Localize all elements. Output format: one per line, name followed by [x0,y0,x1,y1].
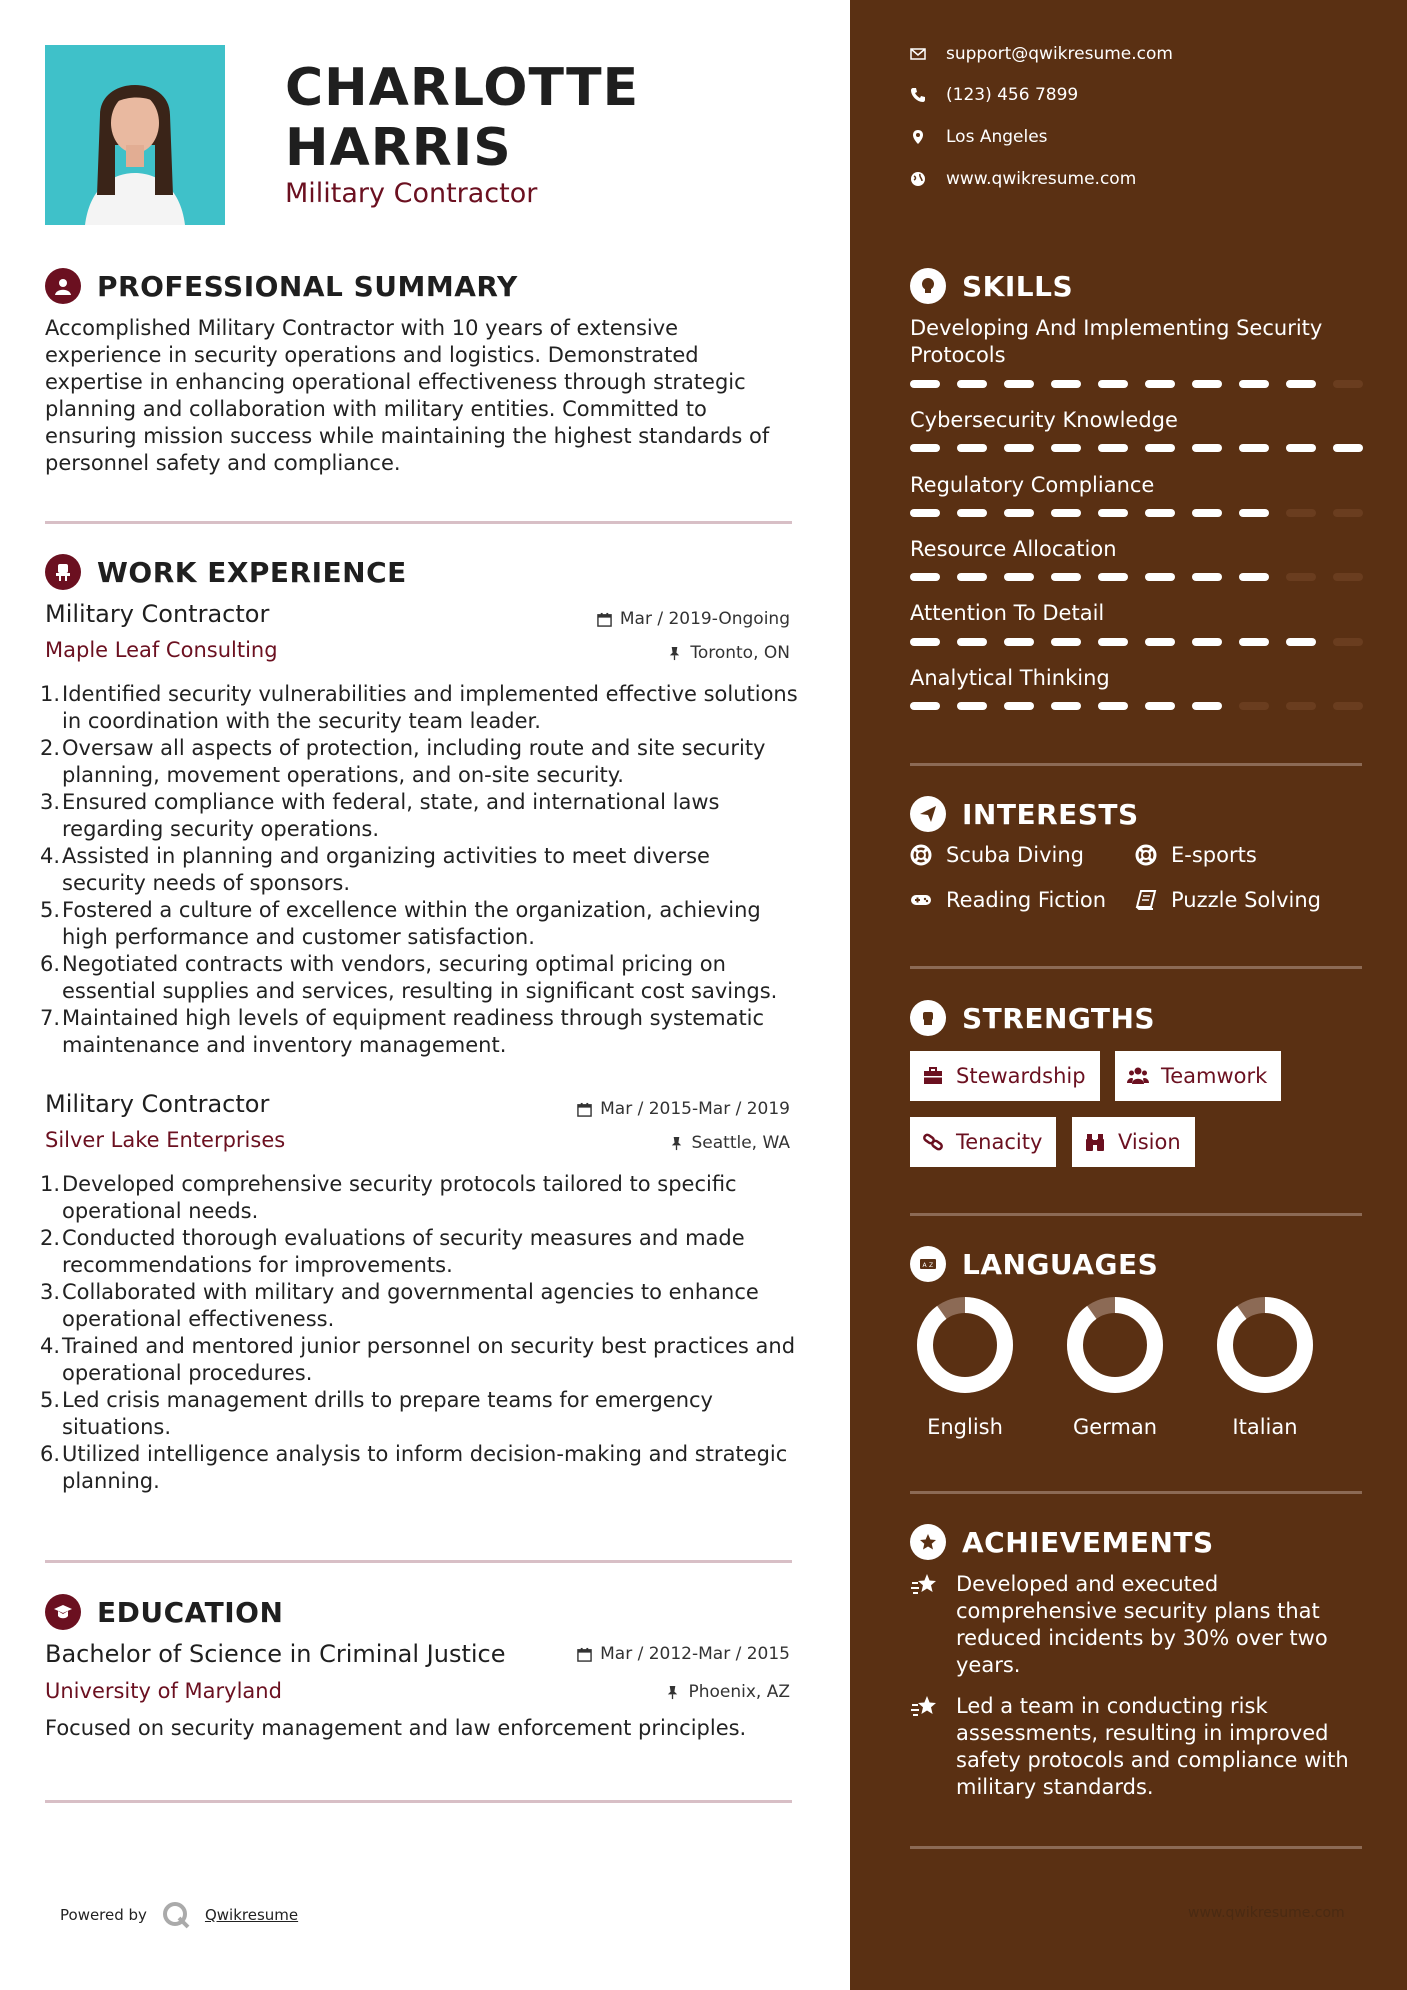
skill-dash [1239,444,1269,452]
skill-dash [1004,509,1034,517]
skill-dash [1098,702,1128,710]
job-company: Maple Leaf Consulting [45,638,278,662]
school-name: University of Maryland [45,1679,282,1703]
language-item [1060,1295,1170,1439]
link-icon [922,1131,944,1153]
binoculars-icon [1084,1131,1106,1153]
interest-item: Puzzle Solving [1135,888,1321,912]
divider [910,1846,1362,1849]
list-item: 3. Ensured compliance with federal, state, and international laws regarding security operations. [40,790,720,841]
job-date-text: Mar / 2019-Ongoing [619,609,790,629]
powered-by [60,1900,298,1930]
skill-dash [1239,573,1269,581]
degree-title: Bachelor of Science in Criminal Justice [45,1640,506,1668]
skill-dash [957,573,987,581]
skill-dash [957,444,987,452]
contact-phone[interactable] [910,85,1078,105]
strengths-heading [910,1000,1155,1036]
list-item: 1. Developed comprehensive security protocols tailored to specific operational needs. [40,1172,737,1223]
skill-name: Developing And Implementing Security Protocols [910,316,1323,367]
job-location [667,643,790,663]
language-ring [1215,1295,1315,1395]
job-date [597,609,790,629]
skill-dash [1098,509,1128,517]
skill-rating [910,573,1380,581]
work-heading [45,554,407,590]
skill-name: Cybersecurity Knowledge [910,408,1178,432]
skill-dash [1098,573,1128,581]
chair-icon [45,554,81,590]
summary-text: Accomplished Military Contractor with 10 years of extensive experience in security operations and logistics. Demonstrated expertise in enhancing operational effectiveness through strategic planning and collaboration with military entities. Committed to ensuring mission success while maintaining the highest standards of personnel safety and compliance. [45,316,770,475]
list-item: 2. Oversaw all aspects of protection, including route and site security planning, movement operations, and on-site security. [40,736,766,787]
name-line-1: CHARLOTTE [285,58,640,118]
skill-dash [957,380,987,388]
list-item: 6. Negotiated contracts with vendors, securing optimal pricing on essential supplies and services, resulting in significant cost savings. [40,952,778,1003]
education-title: EDUCATION [97,1595,284,1629]
job-location-text: Toronto, ON [690,643,790,663]
skill-dash [1004,444,1034,452]
skill-dash [910,509,940,517]
skill-rating [910,702,1380,710]
skill-dash [1333,702,1363,710]
divider [910,966,1362,969]
lifebuoy-icon [1135,844,1157,866]
skill-dash [1051,444,1081,452]
skill-dash [957,509,987,517]
book-icon [1135,889,1157,911]
skill-dash [1239,380,1269,388]
list-item: 5. Led crisis management drills to prepare teams for emergency situations. [40,1388,713,1439]
skill-dash [1145,638,1175,646]
skill-name: Resource Allocation [910,537,1117,561]
skill-dash [1286,702,1316,710]
list-item: 4. Assisted in planning and organizing activities to meet diverse security needs of sponsors. [40,844,710,895]
location-text: Los Angeles [946,127,1048,147]
skill-dash [910,573,940,581]
education-heading [45,1594,283,1630]
job-title: Military Contractor [45,600,270,628]
divider [910,1491,1362,1494]
list-item: 7. Maintained high levels of equipment readiness through systematic maintenance and inventory management. [40,1006,765,1057]
star-badge-icon [910,1524,946,1560]
language-icon [910,1246,946,1282]
paper-plane-icon [910,796,946,832]
contact-website[interactable] [910,169,1136,189]
star-icon [910,1571,940,1601]
summary-title: PROFESSIONAL SUMMARY [97,269,518,303]
skill-dash [1192,702,1222,710]
briefcase-icon [922,1065,944,1087]
contact-location [910,127,1048,147]
skill-dash [1051,380,1081,388]
skills-heading [910,268,1073,304]
achievement-item: Developed and executed comprehensive security plans that reduced incidents by 30% over two years. [910,1571,1370,1679]
map-pin-icon [910,129,926,145]
skill-dash [1145,702,1175,710]
user-icon [45,268,81,304]
skill-dash [957,702,987,710]
skill-dash [1239,702,1269,710]
languages-heading [910,1246,1158,1282]
job-title: Military Contractor [45,1090,270,1118]
education-location-text: Phoenix, AZ [688,1682,790,1702]
contact-email[interactable] [910,44,1173,64]
skill-dash [1192,444,1222,452]
language-item [1210,1295,1320,1439]
skill-dash [1239,509,1269,517]
interests-title: INTERESTS [962,797,1139,831]
skill-dash [910,702,940,710]
interests-heading [910,796,1139,832]
language-name: German [1072,1415,1158,1439]
calendar-icon [577,1102,592,1117]
users-icon [1127,1065,1149,1087]
skill-dash [1192,380,1222,388]
skills-title: SKILLS [962,269,1074,303]
globe-icon [910,171,926,187]
skill-name: Analytical Thinking [910,666,1110,690]
skill-dash [1333,509,1363,517]
gamepad-icon [910,889,932,911]
strengths-title: STRENGTHS [962,1001,1156,1035]
candidate-name [285,58,639,178]
education-date [577,1644,790,1664]
phone-icon [910,87,926,103]
skill-rating [910,380,1380,388]
svg-text:A: A [922,1262,927,1269]
phone-text: (123) 456 7899 [946,85,1079,105]
skill-dash [1145,380,1175,388]
list-item: 1. Identified security vulnerabilities and implemented effective solutions in coordination with the security team leader. [40,682,798,733]
skill-dash [1286,638,1316,646]
skill-dash [1333,638,1363,646]
name-line-2: HARRIS [285,118,512,178]
language-ring [1065,1295,1165,1395]
email-text: support@qwikresume.com [946,44,1173,64]
skill-dash [1286,573,1316,581]
skill-dash [1286,444,1316,452]
graduation-cap-icon [45,1594,81,1630]
pin-icon [667,646,682,661]
website-text: www.qwikresume.com [946,169,1137,189]
list-item: 5. Fostered a culture of excellence within the organization, achieving high performance and customer satisfaction. [40,898,761,949]
strength-badge: Vision [1072,1117,1195,1167]
skill-dash [1333,573,1363,581]
calendar-icon [597,612,612,627]
language-name: English [927,1415,1003,1439]
skill-dash [1145,573,1175,581]
sidebar [850,0,1407,1990]
divider [910,763,1362,766]
skill-dash [1239,638,1269,646]
job-duties-list [40,1171,800,1495]
skill-dash [1051,702,1081,710]
skill-dash [1286,509,1316,517]
achievements-title: ACHIEVEMENTS [962,1525,1214,1559]
divider [45,1800,792,1803]
divider [910,1213,1362,1216]
strength-badge: Tenacity [910,1117,1056,1167]
skill-dash [1333,380,1363,388]
language-ring [915,1295,1015,1395]
svg-text:Z: Z [929,1262,934,1269]
job-date [577,1099,790,1119]
education-description: Focused on security management and law enforcement principles. [45,1716,747,1740]
skill-dash [910,638,940,646]
skill-dash [910,380,940,388]
achievement-item: Led a team in conducting risk assessments, resulting in improved safety protocols and compliance with military standards. [910,1693,1370,1801]
skill-rating [910,638,1380,646]
education-location [665,1682,790,1702]
interest-item: E-sports [1135,843,1257,867]
qwikresume-logo-icon [161,1900,191,1930]
skill-dash [1004,702,1034,710]
skill-dash [957,638,987,646]
language-item [910,1295,1020,1439]
lifebuoy-icon [910,844,932,866]
languages-title: LANGUAGES [962,1247,1159,1281]
skill-name: Attention To Detail [910,601,1105,625]
skill-dash [1051,573,1081,581]
strength-badge: Teamwork [1115,1051,1281,1101]
skill-dash [1004,638,1034,646]
interest-item: Reading Fiction [910,888,1106,912]
job-location-text: Seattle, WA [691,1133,790,1153]
pin-icon [669,1136,684,1151]
calendar-icon [577,1647,592,1662]
fist-icon [910,1000,946,1036]
divider [45,521,792,524]
skill-dash [1098,380,1128,388]
list-item: 3. Collaborated with military and governmental agencies to enhance operational effectiveness. [40,1280,759,1331]
job-location [669,1133,791,1153]
skill-dash [1098,444,1128,452]
star-icon [910,1693,940,1723]
lightbulb-icon [910,268,946,304]
skill-dash [910,444,940,452]
skill-dash [1098,638,1128,646]
skill-dash [1004,380,1034,388]
job-company: Silver Lake Enterprises [45,1128,286,1152]
divider [45,1560,792,1563]
skill-dash [1004,573,1034,581]
skill-dash [1051,638,1081,646]
skill-dash [1145,509,1175,517]
job-duties-list [40,681,800,1059]
list-item: 4. Trained and mentored junior personnel on security best practices and operational procedures. [40,1334,796,1385]
skill-dash [1192,573,1222,581]
qwikresume-link[interactable]: Qwikresume [204,1906,299,1924]
skill-rating [910,444,1380,452]
skill-dash [1192,638,1222,646]
language-ring-fill [925,1305,1005,1385]
summary-heading [45,268,518,304]
candidate-title: Military Contractor [285,178,538,209]
job-date-text: Mar / 2015-Mar / 2019 [600,1099,790,1119]
skill-dash [1333,444,1363,452]
achievements-heading [910,1524,1214,1560]
education-date-text: Mar / 2012-Mar / 2015 [600,1644,790,1664]
skill-name: Regulatory Compliance [910,473,1155,497]
strength-badge: Stewardship [910,1051,1100,1101]
list-item: 6. Utilized intelligence analysis to inform decision-making and strategic planning. [40,1442,788,1493]
interest-item: Scuba Diving [910,843,1084,867]
list-item: 2. Conducted thorough evaluations of security measures and made recommendations for improvements. [40,1226,745,1277]
powered-by-label: Powered by [60,1906,147,1924]
skill-dash [1051,509,1081,517]
skill-dash [1286,380,1316,388]
language-name: Italian [1232,1415,1298,1439]
profile-photo [45,45,225,225]
skill-rating [910,509,1380,517]
pin-icon [665,1685,680,1700]
language-ring-fill [1225,1305,1305,1385]
work-title: WORK EXPERIENCE [97,555,407,589]
language-ring-fill [1075,1305,1155,1385]
footer-website: www.qwikresume.com [1188,1905,1345,1921]
skill-dash [1192,509,1222,517]
skill-dash [1145,444,1175,452]
envelope-icon [910,46,926,62]
